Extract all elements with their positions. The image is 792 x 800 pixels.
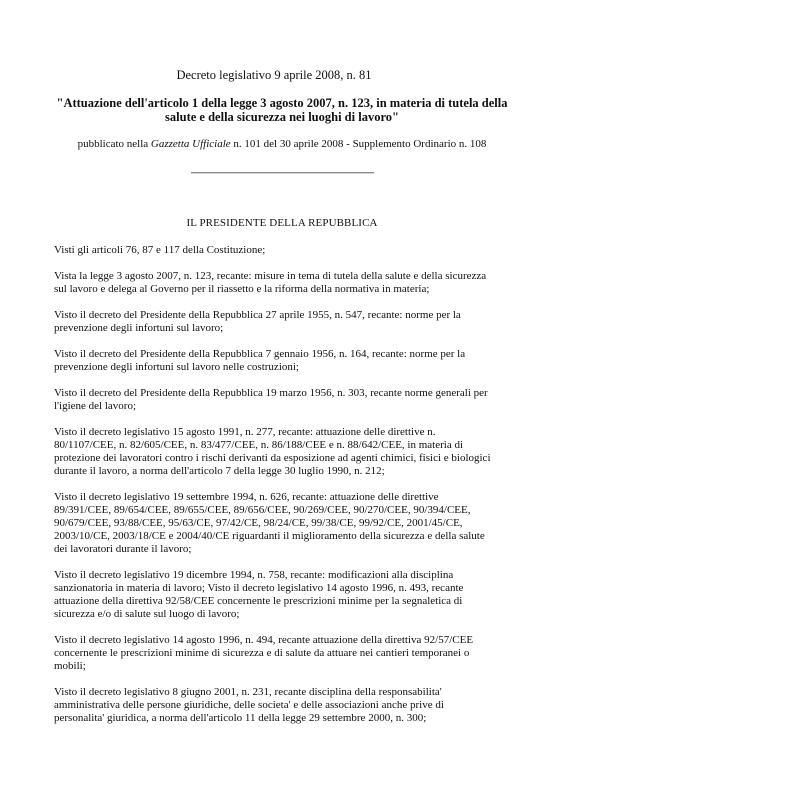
preamble-body: [54, 244, 510, 738]
preamble-paragraph: Visto il decreto legislativo 19 dicembre 1994, n. 758, recante: modificazioni alla disciplina sanzionatoria in materia di lavoro; Visto il decreto legislativo 14 agosto 1996, n. 493, recante attuazione della direttiva 92/58/CEE concernente le prescrizioni minime per la segnaletica di sicurezza e/o di salute sul luogo di lavoro;: [54, 569, 464, 620]
preamble-paragraph: Vista la legge 3 agosto 2007, n. 123, recante: misure in tema di tutela della salute e della sicurezza sul lavoro e delega al Governo per il riassetto e la riforma della normativa in materia;: [54, 270, 487, 295]
publication-note: [0, 138, 564, 151]
decree-subtitle: "Attuazione dell'articolo 1 della legge 3 agosto 2007, n. 123, in materia di tutela della salute e della sicurezza nei luoghi di lavoro": [56, 96, 508, 124]
gazette-name: Gazzetta Ufficiale: [150, 138, 231, 150]
preamble-paragraph: Visto il decreto del Presidente della Repubblica 19 marzo 1956, n. 303, recante norme generali per l'igiene del lavoro;: [54, 387, 488, 412]
preamble-paragraph: Visto il decreto del Presidente della Repubblica 27 aprile 1955, n. 547, recante: norme per la prevenzione degli infortuni sul lavoro;: [54, 309, 461, 334]
decree-title: Decreto legislativo 9 aprile 2008, n. 81: [176, 68, 372, 82]
preamble-paragraph: Visto il decreto legislativo 19 settembre 1994, n. 626, recante: attuazione delle direttive 89/391/CEE, 89/654/CEE, 89/655/CEE, 89/656/CEE, 90/269/CEE, 90/270/CEE, 90/394/CEE, 90/679/CEE, 93/88/CEE, 95/63/CE, 97/42/CE, 98/24/CE, 99/38/CE, 99/92/CE, 2001/45/CE, 2003/10/CE, 2003/18/CE e 2004/40/CE riguardanti il miglioramento della sicurezza e della salute dei lavoratori durante il lavoro;: [54, 491, 485, 555]
preamble-paragraph: Visto il decreto legislativo 8 giugno 2001, n. 231, recante disciplina della responsabilita' amministrativa delle persone giuridiche, delle societa' e delle associazioni anche prive di personalita' giuridica, a norma dell'articolo 11 della legge 29 settembre 2000, n. 300;: [54, 686, 444, 724]
president-heading: IL PRESIDENTE DELLA REPUBBLICA: [186, 217, 378, 229]
preamble-paragraph: Visto il decreto del Presidente della Repubblica 7 gennaio 1956, n. 164, recante: norme per la prevenzione degli infortuni sul lavoro nelle costruzioni;: [54, 348, 466, 373]
preamble-paragraph: Visti gli articoli 76, 87 e 117 della Costituzione;: [54, 244, 266, 256]
preamble-paragraph: Visto il decreto legislativo 15 agosto 1991, n. 277, recante: attuazione delle direttive n. 80/1107/CEE, n. 82/605/CEE, n. 83/477/CEE, n. 86/188/CEE e n. 88/642/CEE, in materia di protezione dei lavoratori contro i rischi derivanti da esposizione ad agenti chimici, fisici e biologici durante il lavoro, a norma dell'articolo 7 della legge 30 luglio 1990, n. 212;: [54, 426, 491, 477]
horizontal-rule: [191, 172, 374, 174]
publication-suffix: n. 101 del 30 aprile 2008 - Supplemento Ordinario n. 108: [230, 138, 487, 150]
preamble-paragraph: Visto il decreto legislativo 14 agosto 1996, n. 494, recante attuazione della direttiva 92/57/CEE concernente le prescrizioni minime di sicurezza e di salute da attuare nei cantieri temporanei o mobili;: [54, 634, 474, 672]
publication-prefix: pubblicato nella: [77, 138, 151, 150]
